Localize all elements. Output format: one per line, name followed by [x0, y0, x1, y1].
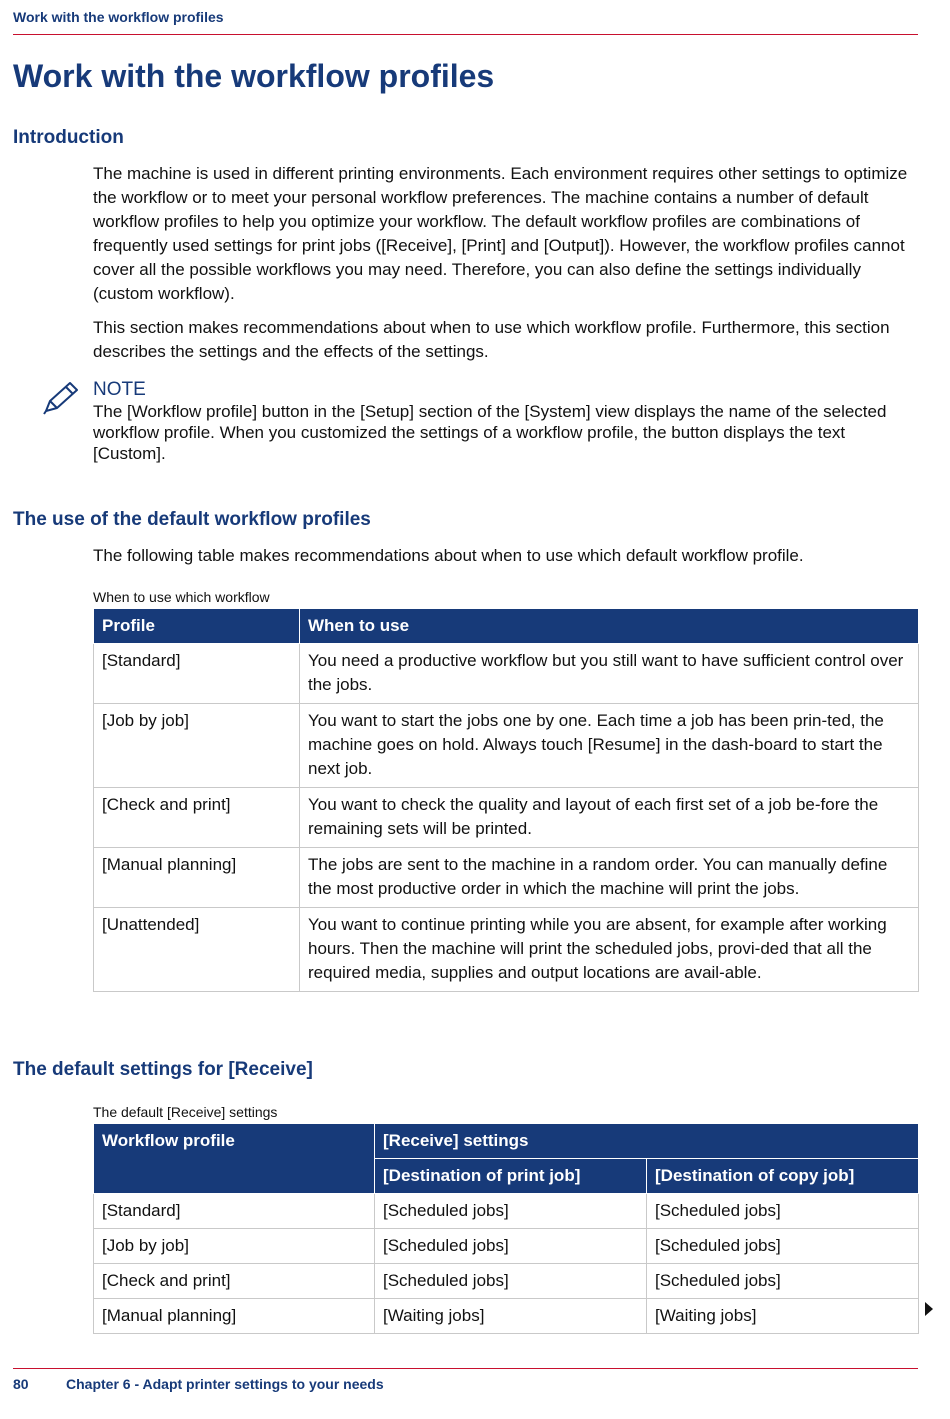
note-label: NOTE: [93, 379, 146, 400]
intro-paragraph-2: This section makes recommendations about when to use which workflow profile. Furthermore, this section describes the settings and the effects of the settings.: [93, 318, 890, 361]
copy-destination-cell: [Scheduled jobs]: [647, 1229, 919, 1264]
footer-rule: [13, 1368, 918, 1369]
when-to-use-cell: You want to continue printing while you are absent, for example after working hours. Then the machine will print the scheduled jobs, provi-ded that all the required media, supplies and output locations are avail-able.: [300, 908, 919, 992]
continued-arrow-icon: [925, 1302, 933, 1316]
table-row: [94, 788, 919, 848]
column-header-profile: Profile: [94, 609, 300, 644]
copy-destination-cell: [Scheduled jobs]: [647, 1194, 919, 1229]
print-destination-cell: [Waiting jobs]: [375, 1299, 647, 1334]
table-row: [94, 644, 919, 704]
chapter-title: Chapter 6 - Adapt printer settings to your needs: [66, 1376, 384, 1392]
table-row: [94, 1229, 919, 1264]
table-header-row: [94, 1124, 919, 1159]
section-heading-default-profiles: The use of the default workflow profiles: [13, 509, 371, 530]
when-to-use-cell: You need a productive workflow but you still want to have sufficient control over the jobs.: [300, 644, 919, 704]
column-header-destination-copy-job: [Destination of copy job]: [647, 1159, 919, 1194]
table-row: [94, 1264, 919, 1299]
section-heading-receive-settings: The default settings for [Receive]: [13, 1059, 313, 1080]
pencil-note-icon: [42, 381, 80, 415]
profile-cell: [Check and print]: [94, 788, 300, 848]
workflow-profile-cell: [Manual planning]: [94, 1299, 375, 1334]
default-profiles-intro: The following table makes recommendations about when to use which default workflow profile.: [93, 546, 804, 565]
running-header: Work with the workflow profiles: [13, 9, 224, 25]
section-heading-introduction: Introduction: [13, 127, 124, 148]
column-header-destination-print-job: [Destination of print job]: [375, 1159, 647, 1194]
table-row: [94, 704, 919, 788]
print-destination-cell: [Scheduled jobs]: [375, 1194, 647, 1229]
profile-cell: [Unattended]: [94, 908, 300, 992]
print-destination-cell: [Scheduled jobs]: [375, 1264, 647, 1299]
table-row: [94, 908, 919, 992]
column-header-receive-settings: [Receive] settings: [375, 1124, 919, 1159]
receive-settings-table: [93, 1123, 919, 1334]
when-to-use-cell: You want to check the quality and layout of each first set of a job be-fore the remaining sets will be printed.: [300, 788, 919, 848]
header-rule: [13, 34, 918, 35]
page-title: Work with the workflow profiles: [13, 58, 495, 94]
column-header-when-to-use: When to use: [300, 609, 919, 644]
table-row: [94, 848, 919, 908]
copy-destination-cell: [Scheduled jobs]: [647, 1264, 919, 1299]
table-caption-receive: The default [Receive] settings: [93, 1104, 278, 1120]
when-to-use-cell: You want to start the jobs one by one. Each time a job has been prin-ted, the machine goes on hold. Always touch [Resume] in the dash-board to start the next job.: [300, 704, 919, 788]
workflow-profile-cell: [Standard]: [94, 1194, 375, 1229]
note-text: The [Workflow profile] button in the [Setup] section of the [System] view displays the name of the selected workflow profile. When you customized the settings of a workflow profile, the button displays the text [Custom].: [93, 402, 887, 463]
table-caption-workflow: When to use which workflow: [93, 589, 270, 605]
when-to-use-cell: The jobs are sent to the machine in a random order. You can manually define the most productive order in which the machine will print the jobs.: [300, 848, 919, 908]
workflow-profile-table: [93, 608, 919, 992]
table-row: [94, 1194, 919, 1229]
workflow-profile-cell: [Check and print]: [94, 1264, 375, 1299]
table-header-row: [94, 609, 919, 644]
print-destination-cell: [Scheduled jobs]: [375, 1229, 647, 1264]
copy-destination-cell: [Waiting jobs]: [647, 1299, 919, 1334]
profile-cell: [Job by job]: [94, 704, 300, 788]
profile-cell: [Manual planning]: [94, 848, 300, 908]
column-header-workflow-profile: Workflow profile: [94, 1124, 375, 1194]
intro-paragraph-1: The machine is used in different printing environments. Each environment requires other settings to optimize the workflow or to meet your personal workflow preferences. The machine contains a number of default workflow profiles to help you optimize your workflow. The default workflow profiles are combinations of frequently used settings for print jobs ([Receive], [Print] and [Output]). However, the workflow profiles cannot cover all the possible workflows you may need. Therefore, you can also define the settings individually (custom workflow).: [93, 164, 908, 303]
table-row: [94, 1299, 919, 1334]
profile-cell: [Standard]: [94, 644, 300, 704]
workflow-profile-cell: [Job by job]: [94, 1229, 375, 1264]
page-number: 80: [13, 1376, 29, 1392]
